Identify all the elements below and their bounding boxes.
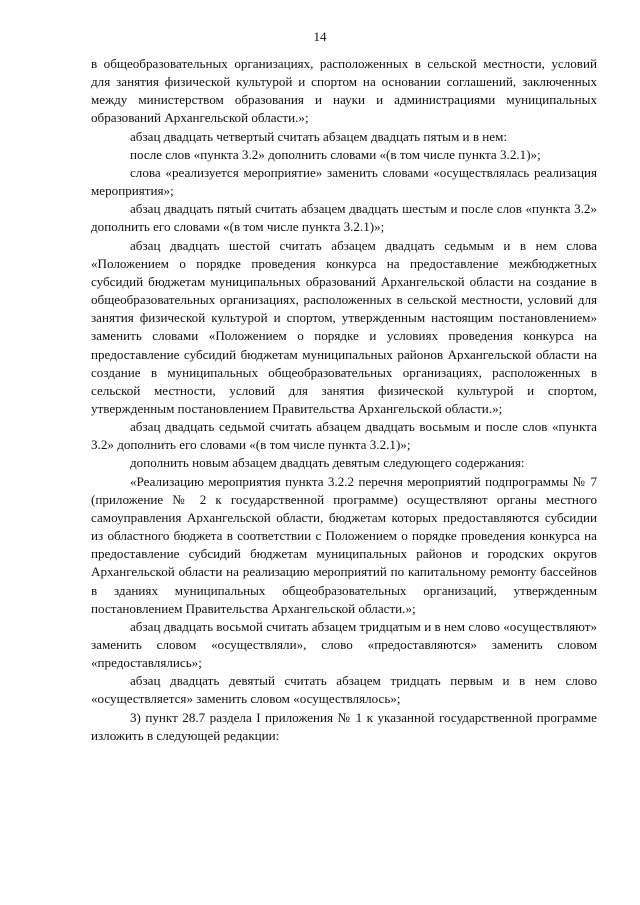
paragraph: «Реализацию мероприятия пункта 3.2.2 перечня мероприятий подпрограммы № 7 (приложение № 2 к государственной программе) осуществляют органы местного самоуправления Архангельской области, бюджетам которых предоставляются субсидии из областного бюджета в соответствии с Положением о порядке проведения конкурса на предоставление субсидий бюджетам муниципальных районов и городских округов Архангельской области на реализацию мероприятий по капитальному ремонту бассейнов в зданиях муниципальных общеобразовательных организаций, утвержденным постановлением Правительства Архангельской области.»;: [91, 473, 597, 616]
paragraph: в общеобразовательных организациях, расположенных в сельской местности, условий для занятия физической культурой и спортом на основании соглашений, заключенных между министерством образования и науки и администрациями муниципальных образований Архангельской области.»;: [91, 56, 597, 126]
paragraph: слова «реализуется мероприятие» заменить словами «осуществлялась реализация мероприятия»;: [91, 164, 597, 199]
paragraph: абзац двадцать девятый считать абзацем тридцать первым и в нем слово «осуществляется» заменить словом «осуществлялось»;: [91, 673, 597, 707]
paragraph: абзац двадцать шестой считать абзацем двадцать седьмым и в нем слова «Положением о порядке проведения конкурса на предоставление межбюджетных субсидий бюджетам муниципальных образований Архангельской области на создание в общеобразовательных организациях, расположенных в сельской местности, условий для занятия физической культурой и спортом, утвержденным настоящим постановлением» заменить словами «Положением о порядке и условиях проведения конкурса на предоставление субсидий бюджетам муниципальных районов Архангельской области на создание в муниципальных общеобразовательных организациях, расположенных в сельской местности, условий для занятия физической культурой и спортом, утвержденным постановлением Правительства Архангельской области.»;: [91, 237, 597, 416]
page-number: 14: [313, 29, 327, 44]
paragraph: дополнить новым абзацем двадцать девятым следующего содержания:: [130, 455, 525, 471]
document-body: [91, 55, 597, 745]
paragraph: абзац двадцать четвертый считать абзацем двадцать пятым и в нем:: [130, 128, 508, 144]
paragraph: 3) пункт 28.7 раздела I приложения № 1 к указанной государственной программе изложить в следующей редакции:: [91, 709, 597, 743]
paragraph: абзац двадцать пятый считать абзацем двадцать шестым и после слов «пункта 3.2» дополнить его словами «(в том числе пункта 3.2.1)»;: [91, 201, 597, 235]
paragraph: после слов «пункта 3.2» дополнить словами «(в том числе пункта 3.2.1)»;: [130, 146, 541, 162]
paragraph: абзац двадцать восьмой считать абзацем тридцатым и в нем слово «осуществляют» заменить словом «осуществляли», слово «предоставляются» заменить словом «предоставлялись»;: [91, 618, 597, 671]
paragraph: абзац двадцать седьмой считать абзацем двадцать восьмым и после слов «пункта 3.2» дополнить его словами «(в том числе пункта 3.2.1)»;: [91, 419, 597, 453]
